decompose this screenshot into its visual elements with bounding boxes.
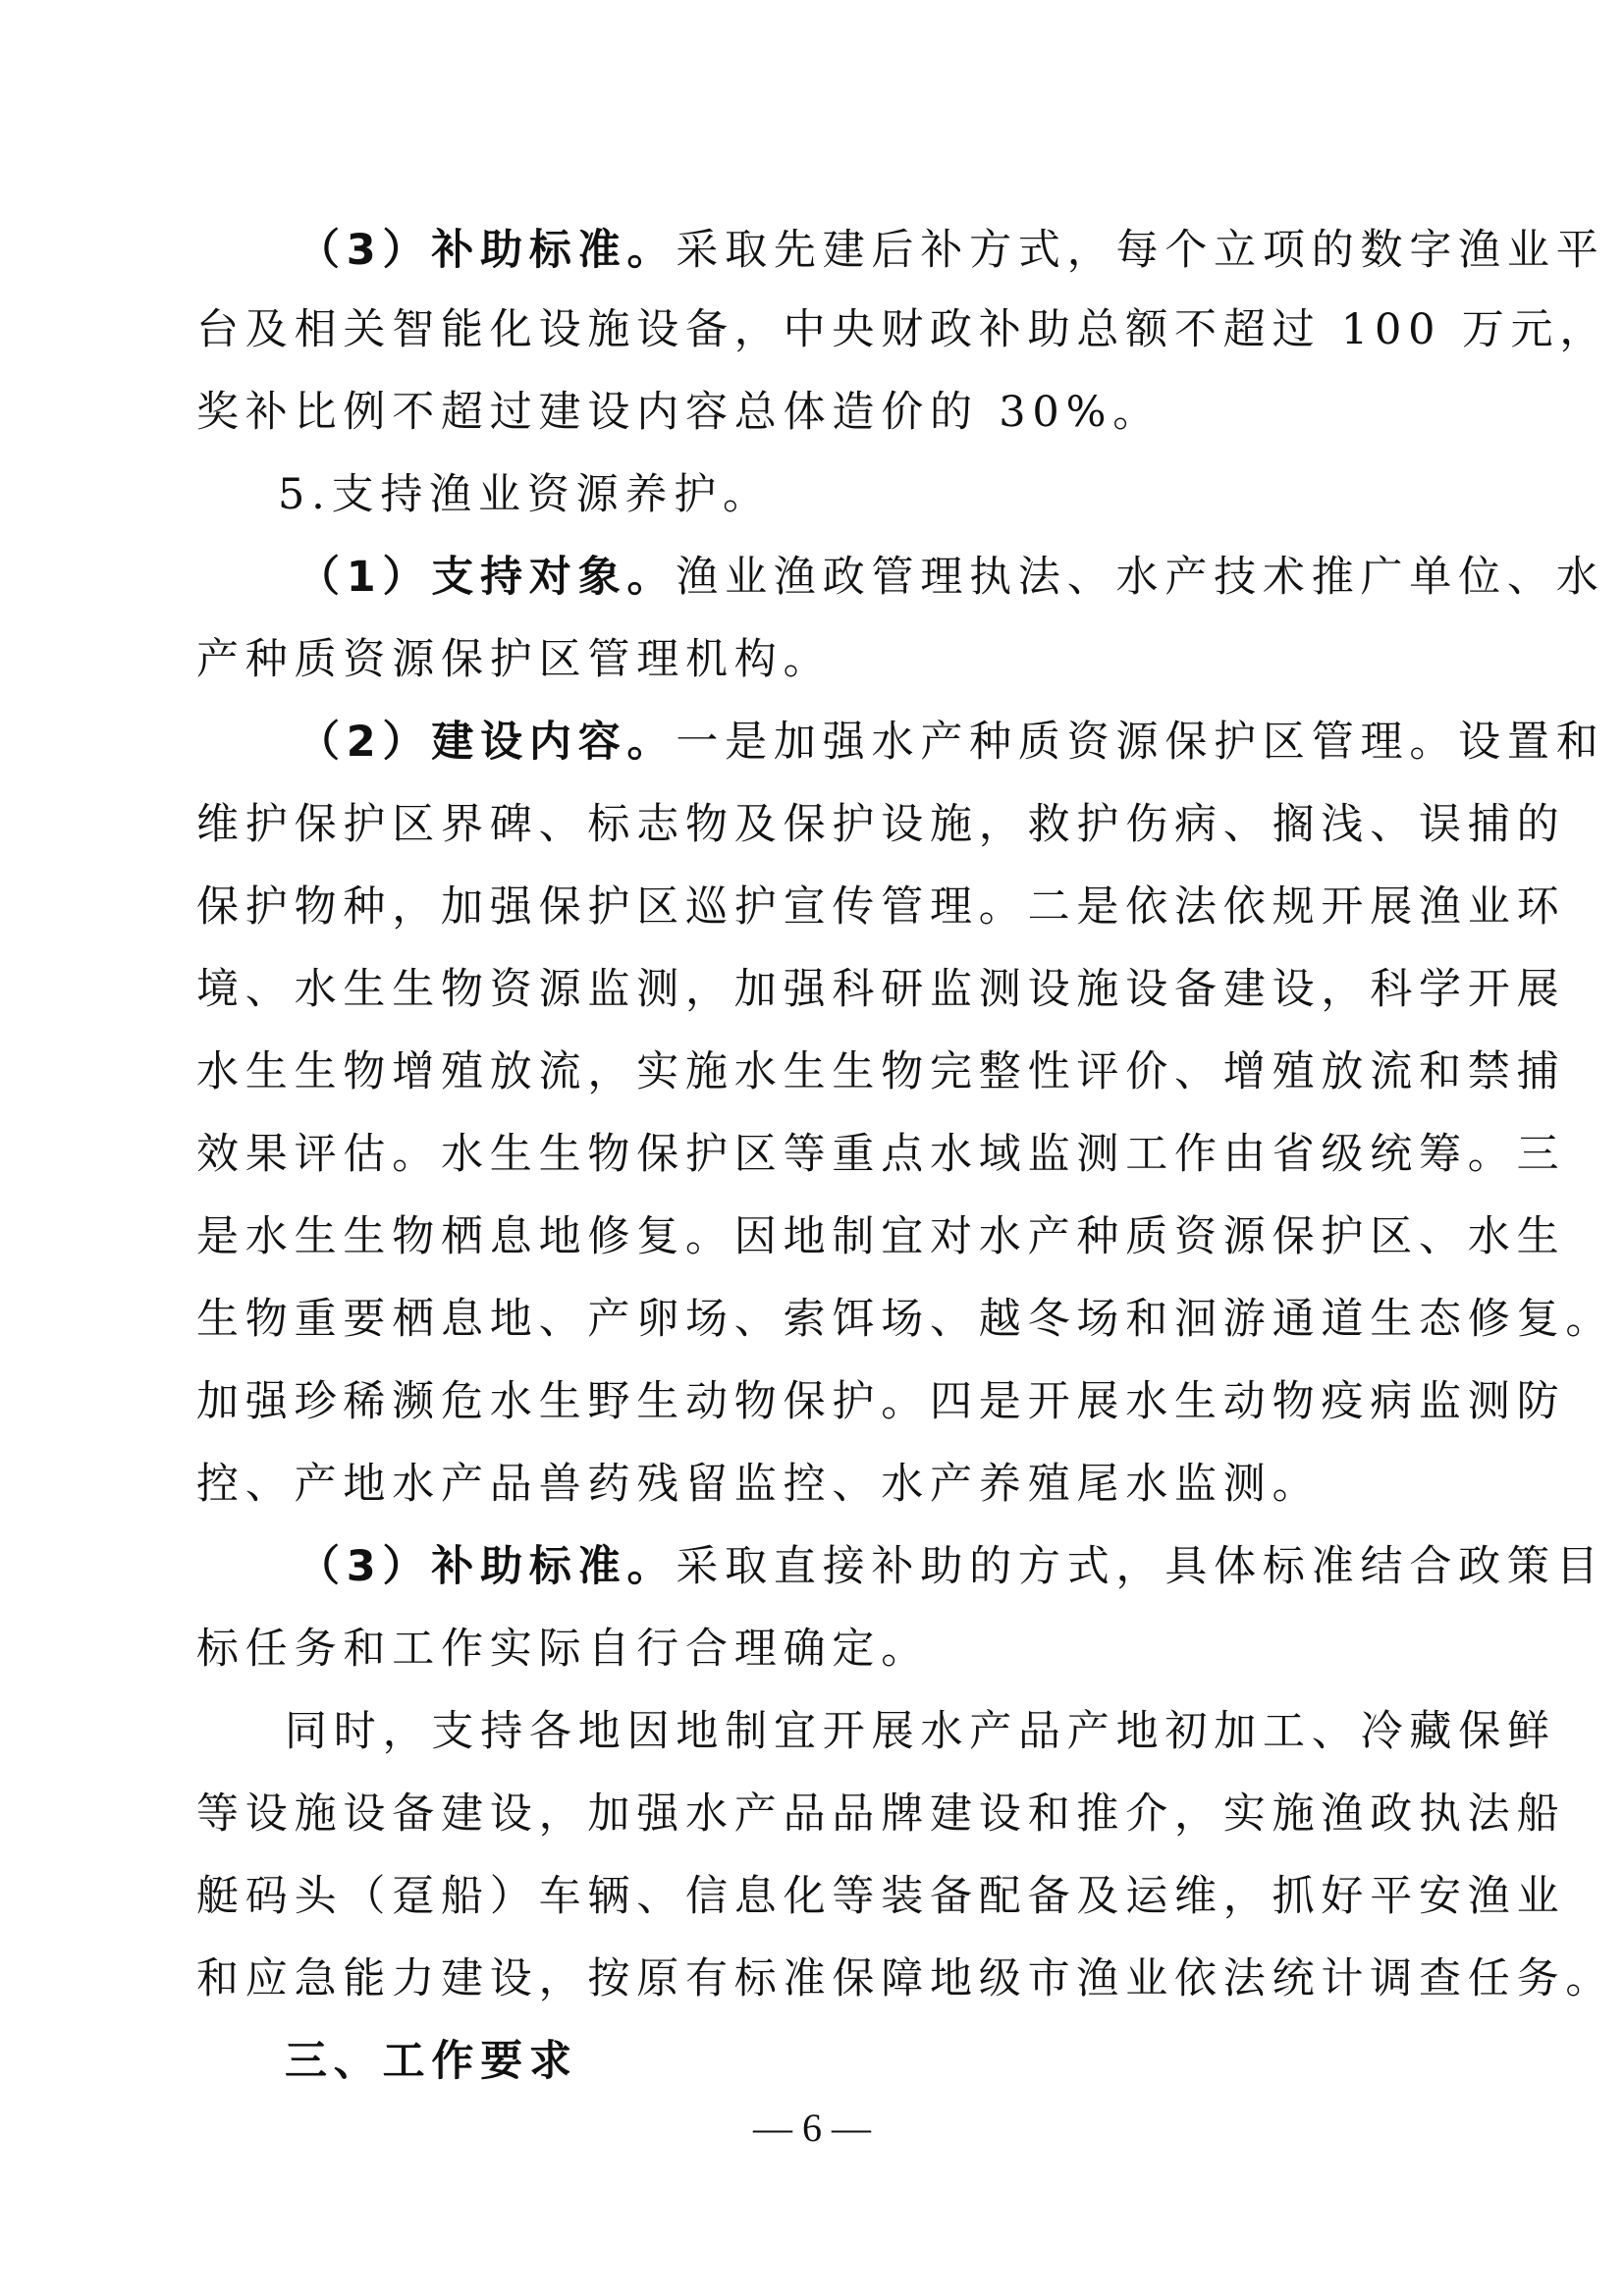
text-line: [0, 1290, 1624, 1349]
text-run: 渔业渔政管理执法、水产技术推广单位、水: [676, 553, 1605, 602]
text-line: [0, 878, 1624, 936]
text-run: 同时，支持各地因地制宜开展水产品产地初加工、冷藏保鲜: [285, 1707, 1556, 1756]
text-line: [0, 1125, 1624, 1184]
text-run: 境、水生生物资源监测，加强科研监测设施设备建设，科学开展: [196, 965, 1566, 1014]
text-run: 一是加强水产种质资源保护区管理。设置和: [676, 718, 1605, 767]
text-run: 生物重要栖息地、产卵场、索饵场、越冬场和洄游通道生态修复。: [196, 1295, 1615, 1344]
text-run: 标任务和工作实际自行合理确定。: [196, 1625, 930, 1674]
text-run: 保护物种，加强保护区巡护宣传管理。二是依法依规开展渔业环: [196, 882, 1566, 932]
text-run: 产种质资源保护区管理机构。: [196, 635, 833, 684]
text-line: [0, 795, 1624, 854]
text-line: [0, 300, 1624, 359]
text-line: [0, 1702, 1624, 1761]
text-run: 采取先建后补方式，每个立项的数字渔业平: [676, 226, 1605, 275]
text-run: 加强珍稀濒危水生野生动物保护。四是开展水生动物疫病监测防: [196, 1377, 1566, 1426]
section-title: 三、工作要求: [285, 2037, 578, 2086]
text-line: [0, 1620, 1624, 1679]
text-line: [0, 630, 1624, 689]
text-run: 台及相关智能化设施设备，中央财政补助总额不超过 100 万元，: [196, 305, 1609, 354]
text-line: [0, 1042, 1624, 1101]
section-heading: （2）建设内容。: [298, 718, 677, 767]
text-run: 效果评估。水生生物保护区等重点水域监测工作由省级统筹。三: [196, 1130, 1566, 1179]
text-run: 控、产地水产品兽药残留监控、水产养殖尾水监测。: [196, 1460, 1322, 1509]
text-run: 采取直接补助的方式，具体标准结合政策目: [676, 1542, 1605, 1591]
text-line: [0, 960, 1624, 1019]
text-line: [0, 1207, 1624, 1266]
text-run: 艇码头（趸船）车辆、信息化等装备配备及运维，抓好平安渔业: [196, 1872, 1566, 1921]
section-heading: （3）补助标准。: [298, 226, 677, 275]
text-line: [0, 465, 1624, 524]
text-line: [0, 1785, 1624, 1843]
text-line: [0, 1867, 1624, 1926]
text-run: 维护保护区界碑、标志物及保护设施，救护伤病、搁浅、误捕的: [196, 800, 1566, 849]
text-run: 奖补比例不超过建设内容总体造价的 30%。: [196, 388, 1163, 437]
section-title: 5.支持渔业资源养护。: [278, 470, 772, 519]
text-run: 和应急能力建设，按原有标准保障地级市渔业依法统计调查任务。: [196, 1954, 1615, 2003]
section-heading: （1）支持对象。: [298, 553, 677, 602]
text-run: 等设施设备建设，加强水产品品牌建设和推介，实施渔政执法船: [196, 1789, 1566, 1839]
text-line: [0, 2032, 1624, 2091]
text-line: [0, 713, 1624, 772]
text-line: [0, 1949, 1624, 2008]
text-line: [0, 383, 1624, 442]
text-line: [0, 1372, 1624, 1431]
section-heading: （3）补助标准。: [298, 1542, 677, 1591]
text-line: [0, 1537, 1624, 1596]
text-run: 水生生物增殖放流，实施水生生物完整性评价、增殖放流和禁捕: [196, 1047, 1566, 1096]
text-run: 是水生生物栖息地修复。因地制宜对水产种质资源保护区、水生: [196, 1212, 1566, 1261]
text-line: [0, 1455, 1624, 1514]
text-line: [0, 548, 1624, 607]
text-line: [0, 221, 1624, 280]
page-number: — 6 —: [753, 2106, 871, 2150]
